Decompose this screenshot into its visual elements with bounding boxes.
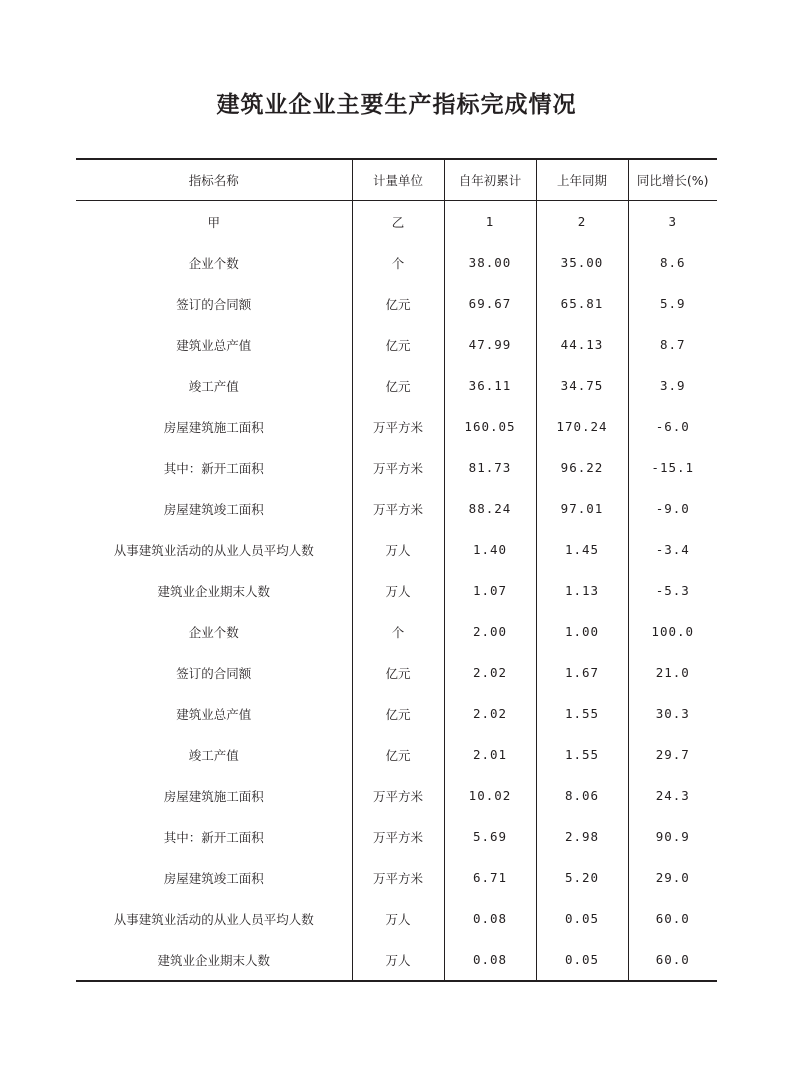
indicator-name-cell: 其中：新开工面积 — [163, 829, 264, 845]
table-row — [76, 447, 717, 488]
ytd-value-cell: 1 — [444, 201, 536, 243]
unit-cell: 亿元 — [352, 365, 444, 406]
growth-rate-cell: 24.3 — [628, 775, 717, 816]
ytd-value-cell: 2.01 — [444, 734, 536, 775]
indicator-name-cell: 从事建筑业活动的从业人员平均人数 — [113, 911, 314, 927]
ytd-value-cell: 88.24 — [444, 488, 536, 529]
indicator-name-cell: 企业个数 — [188, 255, 239, 271]
indicator-name-cell: 签订的合同额 — [176, 296, 252, 312]
ytd-value-cell: 6.71 — [444, 857, 536, 898]
indicator-name-cell: 签订的合同额 — [176, 665, 252, 681]
ytd-value-cell: 36.11 — [444, 365, 536, 406]
table-row — [76, 816, 717, 857]
growth-rate-cell: 60.0 — [628, 898, 717, 939]
last-year-value-cell: 2 — [536, 201, 628, 243]
unit-cell: 万平方米 — [352, 447, 444, 488]
indicator-name-cell: 建筑业企业期末人数 — [157, 952, 270, 968]
table-header-row — [76, 160, 717, 201]
ytd-value-cell: 5.69 — [444, 816, 536, 857]
unit-cell: 个 — [352, 242, 444, 283]
ytd-value-cell: 47.99 — [444, 324, 536, 365]
indicator-name-cell: 房屋建筑竣工面积 — [163, 870, 264, 886]
indicator-name-cell: 竣工产值 — [188, 378, 239, 394]
indicator-name-cell: 房屋建筑竣工面积 — [163, 501, 264, 517]
last-year-value-cell: 0.05 — [536, 898, 628, 939]
last-year-value-cell: 1.00 — [536, 611, 628, 652]
indicator-name-cell: 企业个数 — [188, 624, 239, 640]
table-row — [76, 324, 717, 365]
unit-cell: 个 — [352, 611, 444, 652]
header-yoy-growth: 同比增长(%) — [628, 160, 717, 201]
last-year-value-cell: 1.55 — [536, 693, 628, 734]
table-row — [76, 529, 717, 570]
table-row — [76, 242, 717, 283]
growth-rate-cell: 100.0 — [628, 611, 717, 652]
ytd-value-cell: 69.67 — [444, 283, 536, 324]
unit-cell: 万平方米 — [352, 488, 444, 529]
ytd-value-cell: 0.08 — [444, 898, 536, 939]
ytd-value-cell: 2.00 — [444, 611, 536, 652]
table-row — [76, 365, 717, 406]
ytd-value-cell: 1.40 — [444, 529, 536, 570]
header-ytd-cumulative: 自年初累计 — [444, 160, 536, 201]
unit-cell: 亿元 — [352, 734, 444, 775]
indicator-name-cell: 从事建筑业活动的从业人员平均人数 — [113, 542, 314, 558]
unit-cell: 万平方米 — [352, 775, 444, 816]
growth-rate-cell: 8.7 — [628, 324, 717, 365]
last-year-value-cell: 170.24 — [536, 406, 628, 447]
indicator-name-cell: 房屋建筑施工面积 — [163, 788, 264, 804]
unit-cell: 乙 — [352, 201, 444, 243]
unit-cell: 亿元 — [352, 693, 444, 734]
unit-cell: 万人 — [352, 898, 444, 939]
table-row — [76, 898, 717, 939]
indicator-name-cell: 竣工产值 — [188, 747, 239, 763]
growth-rate-cell: 5.9 — [628, 283, 717, 324]
table-row — [76, 734, 717, 775]
growth-rate-cell: 3 — [628, 201, 717, 243]
last-year-value-cell: 1.67 — [536, 652, 628, 693]
unit-cell: 万人 — [352, 570, 444, 611]
last-year-value-cell: 1.55 — [536, 734, 628, 775]
last-year-value-cell: 1.45 — [536, 529, 628, 570]
last-year-value-cell: 0.05 — [536, 939, 628, 980]
growth-rate-cell: -5.3 — [628, 570, 717, 611]
ytd-value-cell: 0.08 — [444, 939, 536, 980]
last-year-value-cell: 1.13 — [536, 570, 628, 611]
growth-rate-cell: 29.0 — [628, 857, 717, 898]
header-indicator-name: 指标名称 — [76, 160, 352, 201]
indicator-table — [76, 160, 717, 980]
indicator-name-cell: 其中：新开工面积 — [163, 460, 264, 476]
growth-rate-cell: 21.0 — [628, 652, 717, 693]
unit-cell: 万平方米 — [352, 857, 444, 898]
growth-rate-cell: 8.6 — [628, 242, 717, 283]
table-row — [76, 939, 717, 980]
ytd-value-cell: 10.02 — [444, 775, 536, 816]
growth-rate-cell: 3.9 — [628, 365, 717, 406]
ytd-value-cell: 160.05 — [444, 406, 536, 447]
table-row — [76, 611, 717, 652]
table-row — [76, 652, 717, 693]
last-year-value-cell: 35.00 — [536, 242, 628, 283]
last-year-value-cell: 8.06 — [536, 775, 628, 816]
growth-rate-cell: 30.3 — [628, 693, 717, 734]
last-year-value-cell: 34.75 — [536, 365, 628, 406]
indicator-name-cell: 建筑业总产值 — [176, 337, 252, 353]
unit-cell: 万人 — [352, 529, 444, 570]
ytd-value-cell: 38.00 — [444, 242, 536, 283]
ytd-value-cell: 1.07 — [444, 570, 536, 611]
growth-rate-cell: -9.0 — [628, 488, 717, 529]
ytd-value-cell: 2.02 — [444, 652, 536, 693]
unit-cell: 万平方米 — [352, 816, 444, 857]
table-row — [76, 857, 717, 898]
last-year-value-cell: 2.98 — [536, 816, 628, 857]
indicator-name-cell: 房屋建筑施工面积 — [163, 419, 264, 435]
indicator-table-wrapper — [76, 158, 717, 982]
table-row — [76, 406, 717, 447]
growth-rate-cell: -3.4 — [628, 529, 717, 570]
table-row — [76, 201, 717, 243]
table-row — [76, 693, 717, 734]
header-unit: 计量单位 — [352, 160, 444, 201]
growth-rate-cell: -15.1 — [628, 447, 717, 488]
unit-cell: 亿元 — [352, 324, 444, 365]
header-same-period-last-year: 上年同期 — [536, 160, 628, 201]
table-row — [76, 570, 717, 611]
table-row — [76, 283, 717, 324]
ytd-value-cell: 2.02 — [444, 693, 536, 734]
table-row — [76, 488, 717, 529]
growth-rate-cell: 60.0 — [628, 939, 717, 980]
page-title: 建筑业企业主要生产指标完成情况 — [216, 91, 577, 118]
unit-cell: 万平方米 — [352, 406, 444, 447]
last-year-value-cell: 65.81 — [536, 283, 628, 324]
indicator-name-cell: 建筑业总产值 — [176, 706, 252, 722]
last-year-value-cell: 5.20 — [536, 857, 628, 898]
unit-cell: 亿元 — [352, 283, 444, 324]
last-year-value-cell: 96.22 — [536, 447, 628, 488]
last-year-value-cell: 44.13 — [536, 324, 628, 365]
indicator-name-cell: 甲 — [207, 214, 220, 230]
last-year-value-cell: 97.01 — [536, 488, 628, 529]
indicator-name-cell: 建筑业企业期末人数 — [157, 583, 270, 599]
growth-rate-cell: 29.7 — [628, 734, 717, 775]
ytd-value-cell: 81.73 — [444, 447, 536, 488]
table-row — [76, 775, 717, 816]
growth-rate-cell: -6.0 — [628, 406, 717, 447]
table-body — [76, 201, 717, 981]
unit-cell: 万人 — [352, 939, 444, 980]
growth-rate-cell: 90.9 — [628, 816, 717, 857]
unit-cell: 亿元 — [352, 652, 444, 693]
